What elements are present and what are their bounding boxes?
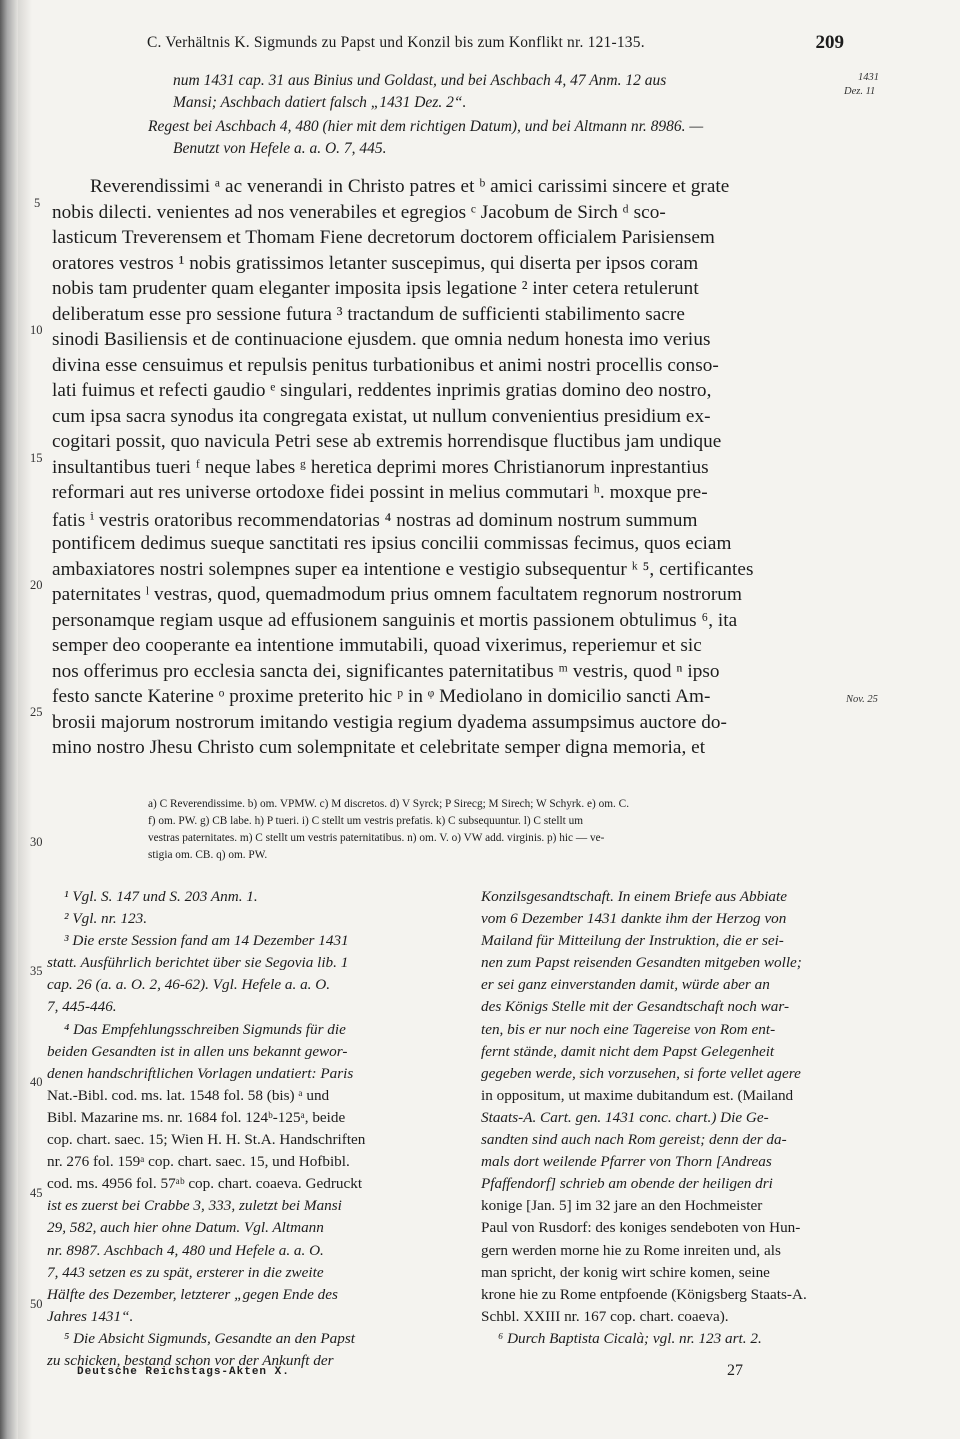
footnote-line: ten, bis er nur noch eine Tagereise von Rom ent- [481,1020,776,1038]
margin-date-day: Dez. 11 [844,86,876,97]
footnote-line: sandten sind auch nach Rom gereist; denn der da- [481,1131,787,1149]
footnote-line: zu schicken, bestand schon vor der Ankunft der [47,1351,334,1369]
footnote-line: 7, 443 setzen es zu spät, ersterer in die zweite [47,1263,324,1281]
footnote-line: Staats-A. Cart. gen. 1431 conc. chart.) Die Ge- [481,1108,769,1126]
footnote-line: ² Vgl. nr. 123. [64,910,148,928]
text-line: ambaxiatores nostri solempnes super ea intentione e vestigio subsequentur ᵏ ⁵, certificantes [52,558,754,580]
text-line: lasticum Treverensem et Thomam Fiene decretorum doctorem officialem Parisiensem [52,227,715,248]
footnote-line: ⁴ Das Empfehlungsschreiben Sigmunds für die [64,1020,346,1038]
line-number: 25 [30,705,43,719]
text-line: pontificem dedimus sueque sanctitati res ipsius concilii commissas fecimus, quos eciam [52,533,732,554]
apparatus-line: a) C Reverendissime. b) om. VPMW. c) M discretos. d) V Syrck; P Sirecg; M Sirech; W Schyrk. e) om. C. [148,798,630,810]
footnote-line: gern werden morne hie zu Rome inreiten und, als [481,1241,781,1259]
line-number: 5 [34,196,41,210]
footnote-line: man spricht, der konig wirt schire komen, seine [481,1263,770,1281]
text-line: personamque regiam usque ad effusionem sanguinis et mortis passionem obtulimus ⁶, ita [52,609,738,631]
text-line: brosii majorum nostrorum imitando vestigia regium dyadema assumpsimus auctore do- [52,711,727,733]
text-line: nos offerimus pro ecclesia sancta dei, significantes paternitatibus ᵐ vestris, quod ⁿ ipso [52,660,720,682]
footnotes-left-column [47,886,435,1372]
footnote-line: cap. 26 (a. a. O. 2, 46-62). Vgl. Hefele a. a. O. [47,976,331,994]
document-header-notes [148,70,853,160]
footnote-line: Mailand für Mitteilung der Instruktion, die er sei- [481,932,784,950]
footnote-line: mals dort weilende Pfarrer von Thorn [Andreas [481,1153,772,1171]
footnote-line: er sei ganz einverstanden damit, würde aber an [481,976,770,994]
line-number: 10 [30,323,43,337]
footnote-line: in oppositum, ut maxime dubitandum est. (Mailand [481,1086,794,1104]
book-spine-shadow [0,0,18,1439]
footnote-line: denen handschriftlichen Vorlagen undatiert: Paris [47,1064,354,1082]
footnote-line: krone hie zu Rome entpfoende (Königsberg Staats-A. [481,1285,807,1303]
footnote-line: 29, 582, auch hier ohne Datum. Vgl. Altmann [47,1219,324,1237]
text-line: divina esse censuimus et repulsis penitus turbationibus et animi nostri procellis conso- [52,354,719,376]
footnote-line: Nat.-Bibl. cod. ms. lat. 1548 fol. 58 (bis) ᵃ und [47,1086,330,1104]
text-line: paternitates ˡ vestras, quod, quemadmodum prius omnem facultatem regnorum nostrorum [52,584,742,605]
apparatus-line: f) om. PW. g) CB labe. h) P tueri. i) C stellt um vestris prefatis. k) C subsequuntur. l) C stellt um [148,815,584,827]
page-number: 209 [815,32,844,53]
header-regest-line: Benutzt von Hefele a. a. O. 7, 445. [173,140,387,157]
margin-date-nov: Nov. 25 [846,694,878,705]
header-regest-line: Regest bei Aschbach 4, 480 (hier mit dem richtigen Datum), und bei Altmann nr. 8986. — [148,118,704,135]
text-line: oratores vestros ¹ nobis gratissimos letanter suscepimus, qui diserta per ipsos coram [52,252,699,274]
apparatus-line: stigia om. CB. q) om. PW. [148,849,268,861]
footnote-line: Jahres 1431“. [47,1307,134,1325]
line-number: 20 [30,578,43,592]
text-line: nobis dilecti. venientes ad nos venerabiles et egregios ᶜ Jacobum de Sirch ᵈ sco- [52,201,666,223]
text-line: semper deo cooperante ea intentione immutabili, quoad vixerimus, reperiemur et sic [52,635,702,656]
line-number: 35 [30,964,43,978]
footnote-line: beiden Gesandten ist in allen uns bekannt gewor- [47,1042,348,1060]
text-line: cum ipsa sacra synodus ita congregata existat, ut nullum convenientius presidium ex- [52,405,711,427]
footnote-line: konige [Jan. 5] im 32 jare an den Hochmeister [481,1197,763,1215]
footnote-line: Schbl. XXIII nr. 167 cop. chart. coaeva). [481,1307,729,1325]
footnote-line: Pfaffendorf] schrieb am obende der heiligen dri [481,1175,773,1193]
text-line: deliberatum esse pro sessione futura ³ tractandum de sufficienti stabilimento sacre [52,303,685,325]
text-line: reformari aut res universe ortodoxe fidei possint in melius commutari ʰ. moxque pre- [52,482,708,503]
line-number: 45 [30,1186,43,1200]
line-number: 40 [30,1075,43,1089]
text-line: nobis tam prudenter quam eleganter imposita ipsis legatione ² inter cetera retulerunt [52,278,699,299]
running-head [147,32,844,56]
footnote-line: Paul von Rusdorf: des koniges sendeboten von Hun- [481,1219,801,1237]
sheet-number: 27 [727,1362,743,1379]
footnote-line: nen zum Papst reisenden Gesandten mitgeben wolle; [481,954,802,972]
footnote-line: cod. ms. 4956 fol. 57ᵃᵇ cop. chart. coaeva. Gedruckt [47,1175,363,1193]
running-title: C. Verhältnis K. Sigmunds zu Papst und Konzil bis zum Konflikt nr. 121-135. [147,34,645,51]
header-line: Mansi; Aschbach datiert falsch „1431 Dez. 2“. [173,94,467,111]
text-line: cogitari possit, quo navicula Petri sese ab extremis horrendisque fluctibus jam undique [52,431,722,452]
footnote-line: nr. 8987. Aschbach 4, 480 und Hefele a. a. O. [47,1241,324,1259]
footnotes-right-column [481,886,853,1350]
line-number: 50 [30,1297,43,1311]
text-line: mino nostro Jhesu Christo cum solempnitate et celebritate semper digna memoria, et [52,737,706,758]
text-line: festo sancte Katerine ᵒ proxime preterito hic ᵖ in ᵠ Mediolano in domicilio sancti Am- [52,686,711,707]
margin-date-year: 1431 [858,72,879,83]
footnote-line: Hälfte des Dezember, letzterer „gegen Ende des [47,1285,338,1303]
footnote-line: Bibl. Mazarine ms. nr. 1684 fol. 124ᵇ-125ᵃ, beide [47,1108,346,1126]
header-line: num 1431 cap. 31 aus Binius und Goldast, und bei Aschbach 4, 47 Anm. 12 aus [173,72,667,89]
text-line: Reverendissimi ᵃ ac venerandi in Christo patres et ᵇ amici carissimi sincere et grate [90,176,730,197]
text-line: lati fuimus et refecti gaudio ᵉ singulari, reddentes inprimis gratias domino deo nostro, [52,380,712,401]
text-line: sinodi Basiliensis et de continuacione ejusdem. que omnia nedum honesta imo verius [52,329,711,350]
footnote-line: statt. Ausführlich berichtet über sie Segovia lib. 1 [47,954,349,972]
footnote-line: fernt stände, damit nicht dem Papst Gelegenheit [481,1042,775,1060]
footnote-line: 7, 445-446. [47,998,117,1016]
footnote-line: ⁶ Durch Baptista Cicalà; vgl. nr. 123 art. 2. [498,1329,762,1347]
footnote-line: nr. 276 fol. 159ᵃ cop. chart. saec. 15, und Hofbibl. [47,1153,350,1171]
line-number: 30 [30,835,43,849]
footnote-line: ⁵ Die Absicht Sigmunds, Gesandte an den Papst [64,1329,356,1347]
footnote-line: vom 6 Dezember 1431 dankte ihm der Herzog von [481,910,787,928]
footnote-line: Konzilsgesandtschaft. In einem Briefe aus Abbiate [481,888,787,905]
footnote-line: ¹ Vgl. S. 147 und S. 203 Anm. 1. [64,888,258,905]
footnote-line: cop. chart. saec. 15; Wien H. H. St.A. Handschriften [47,1131,366,1149]
footnote-line: ³ Die erste Session fand am 14 Dezember 1431 [64,932,349,950]
line-number: 15 [30,451,43,465]
apparatus-line: vestras paternitates. m) C stellt um vestris paternitatibus. n) om. V. o) VW add. virginis. p) hic — ve- [148,832,605,844]
footnote-line: des Königs Stelle mit der Gesandtschaft noch war- [481,998,790,1016]
printer-signature: Deutsche Reichstags-Akten X. [77,1366,290,1378]
text-line: insultantibus tueri ᶠ neque labes ᵍ heretica deprimi mores Christianorum inprestantius [52,456,709,478]
text-line: fatis ⁱ vestris oratoribus recommendatorias ⁴ nostras ad dominum nostrum summum [52,509,698,531]
footnote-line: ist es zuerst bei Crabbe 3, 333, zuletzt bei Mansi [47,1197,342,1215]
footnote-line: gegeben werde, sich vorzusehen, si forte vellet agere [481,1064,801,1082]
critical-apparatus [148,796,848,864]
